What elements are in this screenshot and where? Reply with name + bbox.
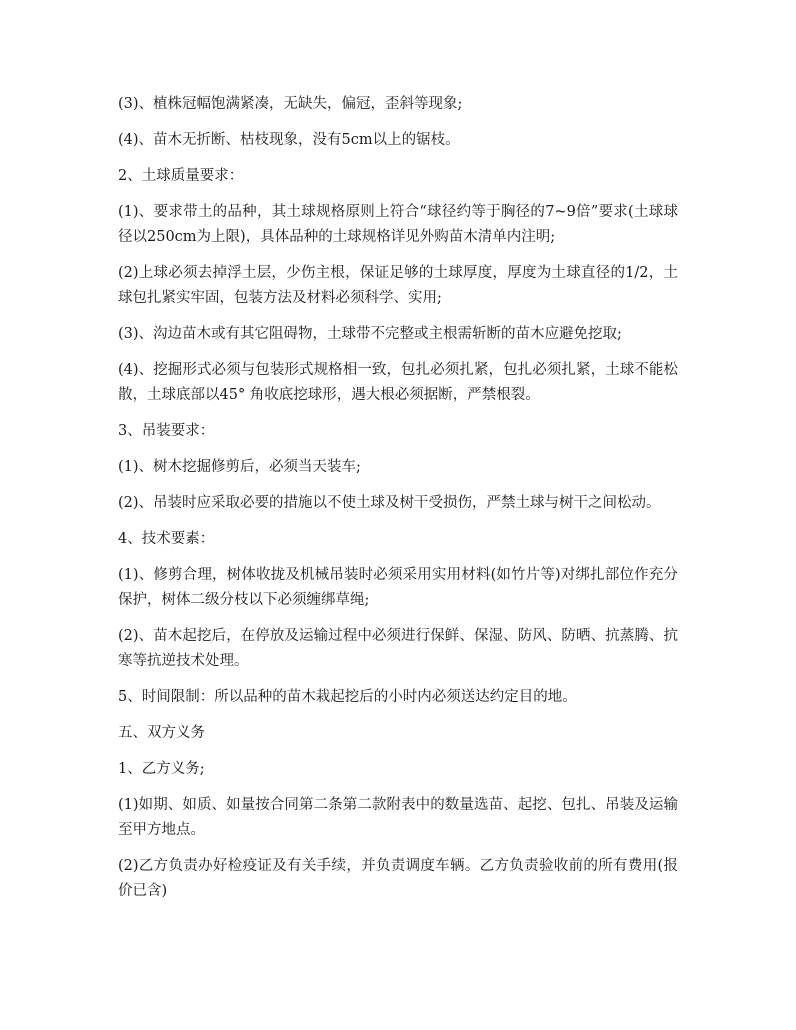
paragraph: (1)如期、如质、如量按合同第二条第二款附表中的数量选苗、起挖、包扎、吊装及运输至甲方地点。 (118, 797, 678, 838)
section-heading: 4、技术要素： (118, 531, 215, 547)
paragraph: (4)、苗木无折断、枯枝现象，没有5cm以上的锯枝。 (118, 132, 460, 148)
paragraph: (2)乙方负责办好检疫证及有关手续，并负责调度车辆。乙方负责验收前的所有费用(报价已含) (118, 858, 678, 899)
paragraph: (1)、树木挖掘修剪后，必须当天装车; (118, 459, 361, 475)
paragraph: 5、时间限制：所以品种的苗木栽起挖后的小时内必须送达约定目的地。 (118, 689, 577, 705)
paragraph: (3)、沟边苗木或有其它阻碍物，土球带不完整或主根需斩断的苗木应避免挖取; (118, 326, 622, 342)
paragraph: (1)、修剪合理，树体收拢及机械吊装时必须采用实用材料(如竹片等)对绑扎部位作充分保护，树体二级分枝以下必须缠绑草绳; (118, 567, 678, 608)
paragraph: (3)、植株冠幅饱满紧凑，无缺失，偏冠，歪斜等现象; (118, 96, 463, 112)
chapter-heading: 五、双方义务 (118, 725, 205, 741)
section-heading: 1、乙方义务; (118, 761, 205, 777)
paragraph: (4)、挖掘形式必须与包装形式规格相一致，包扎必须扎紧，包扎必须扎紧，土球不能松散，土球底部以45° 角收底挖球形，遇大根必须据断，严禁根裂。 (118, 362, 678, 403)
paragraph: (2)上球必须去掉浮土层，少伤主根，保证足够的土球厚度，厚度为土球直径的1/2，土球包扎紧实牢固，包装方法及材料必须科学、实用; (118, 265, 678, 306)
section-heading: 2、土球质量要求： (118, 168, 244, 184)
paragraph: (2)、吊装时应采取必要的措施以不使土球及树干受损伤，严禁土球与树干之间松动。 (118, 495, 661, 511)
paragraph: (1)、要求带土的品种，其土球规格原则上符合“球径约等于胸径的7~9倍”要求(土球球径以250cm为上限)，具体品种的土球规格详见外购苗木清单内注明; (118, 204, 678, 245)
document-body (118, 92, 678, 915)
section-heading: 3、吊装要求： (118, 423, 215, 439)
paragraph: (2)、苗木起挖后，在停放及运输过程中必须进行保鲜、保湿、防风、防晒、抗蒸腾、抗寒等抗逆技术处理。 (118, 628, 678, 669)
